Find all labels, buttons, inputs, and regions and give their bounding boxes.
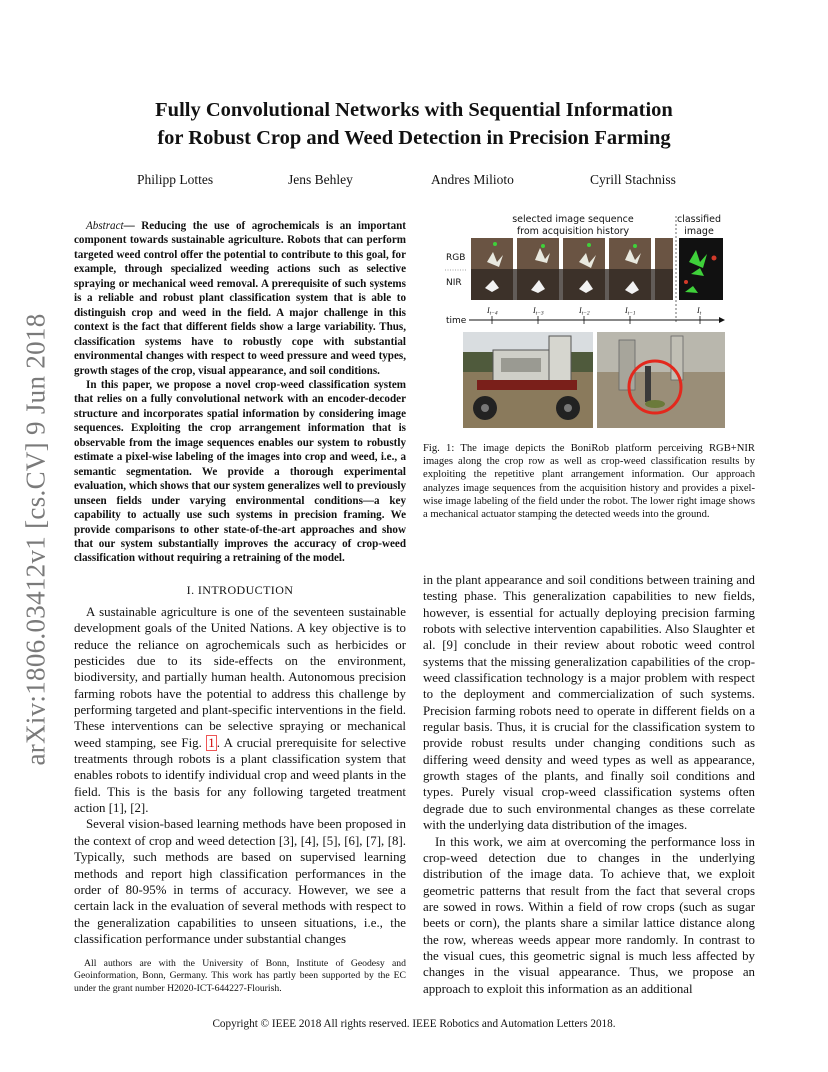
label-classified-image: image (684, 226, 714, 237)
actuator-photo (597, 332, 725, 428)
author-footnote: All authors are with the University of Bonn, Institute of Geodesy and Geoinformation, Bonn, Germany. This work has partly been supported by the EC under the grant number H2020-ICT-644227-Flourish. (74, 958, 406, 994)
label-nir: NIR (446, 278, 462, 288)
label-acquisition-history: from acquisition history (516, 226, 630, 237)
time-ticks (486, 306, 702, 324)
right-paragraph-1: in the plant appearance and soil conditions between training and testing phase. This generalization capabilities to new fields, however, is essential for actually deploying precision farming robots with selective intervention capabilities. Also Slaughter et al. [9] conclude in their review about robotic weed control systems that the missing generalization capabilities of the crop-weed classification technology is a major problem with respect to the deployment and commercialization of such systems. Precision farming robots need to operate in different fields on a regular basis. Thus, it is crucial for the classification system to provide robust results under changing conditions such as differing weed density and weed types as well as appearance, growth stages of the plants, and finally soil conditions and types. Purely visual crop-weed classification systems often degrade due to such environmental changes as these correlate with the underlying data distribution of the images. (423, 573, 755, 833)
author-4: Cyrill Stachniss (590, 172, 676, 187)
author-1: Philipp Lottes (137, 172, 214, 187)
label-time: time (446, 316, 467, 326)
label-classified: classified (676, 214, 722, 225)
image-sequence (471, 238, 673, 300)
tick-label-t-4: It−4 (487, 306, 498, 317)
author-3: Andres Milioto (431, 172, 514, 187)
robot-photo (463, 332, 593, 428)
author-2: Jens Behley (288, 172, 353, 187)
intro-paragraph-2: Several vision-based learning methods have been proposed in the context of crop and weed detection [3], [4], [5], [6], [7], [8]. Typically, such methods are based on supervised learning methods and report high classification performances in the order of 80-95% in terms of accuracy. However, we see a certain lack in the evaluation of several methods with respect to the generalization capabilities to unseen situations, i.e., the classification performance under substantial changes (74, 817, 406, 946)
abstract-lead: Abstract (86, 220, 124, 232)
tick-label-t-2: It−2 (579, 306, 590, 317)
arxiv-stamp-text: arXiv:1806.03412v1 [cs.CV] 9 Jun 2018 (20, 312, 51, 766)
author-list (0, 172, 828, 192)
figure-1 (423, 212, 755, 434)
right-paragraph-2: In this work, we aim at overcoming the performance loss in crop-weed detection due to changes in the underlying distribution of the image data. To achieve that, we exploit geometric patterns that result from the fact that several crops are sowed in rows. Within a field of row crops (such as sugar beets or corn), the plants share a similar lattice distance along the row, whereas weeds appear more randomly. In contrast to the visual cues, this geometric signal is much less affected by changes in the visual appearance. Thus, we propose an approach to exploit this information as an additional (423, 834, 755, 996)
tick-label-t-3: It−3 (533, 306, 544, 317)
label-selected-sequence: selected image sequence (512, 214, 634, 225)
figure-1-caption: Fig. 1: The image depicts the BoniRob platform perceiving RGB+NIR images along the crop row as well as crop-weed classification results by exploiting the repetitive plant arrangement information. Our approach analyzes image sequences from the acquisition history and provides a pixel-wise image labeling of the field under the robot. The lower right image shows a mechanical actuator stamping the detected weeds into the ground. (423, 443, 755, 521)
arxiv-stamp (8, 296, 64, 782)
abstract-paragraph-2: In this paper, we propose a novel crop-weed classification system that relies on a fully convolutional network with an encoder-decoder structure and incorporates spatial information by considering image sequences. Exploiting the crop arrangement information that is observable from the image sequences enables our system to robustly estimate a pixel-wise labeling of the images into crop and weed, i.e., a semantic segmentation. We provide a thorough experimental evaluation, which shows that our system generalizes well to previously unseen fields under varying environmental conditions—a key capability to actually use such systems in precision framing. We provide comparisons to other state-of-the-art approaches and show that our system substantially improves the accuracy of crop-weed classification without requiring a retraining of the model. (74, 378, 406, 565)
time-axis-arrow (719, 317, 725, 323)
tick-label-t-1: It−1 (625, 306, 636, 317)
classified-image (679, 238, 723, 300)
section-heading-introduction: I. INTRODUCTION (186, 583, 294, 597)
right-column-text (423, 572, 755, 997)
figure-ref-link[interactable]: 1 (208, 735, 215, 750)
tick-label-t: It (697, 306, 702, 317)
classified-image-background (679, 238, 723, 300)
label-rgb: RGB (446, 253, 466, 263)
abstract (74, 219, 406, 566)
copyright-notice: Copyright © IEEE 2018 All rights reserved. IEEE Robotics and Automation Letters 2018. (212, 1018, 616, 1030)
title-line-1: Fully Convolutional Networks with Sequential Information (155, 99, 673, 121)
left-column-text (74, 604, 406, 947)
paper-title (74, 96, 754, 152)
intro-paragraph-1: A sustainable agriculture is one of the seventeen sustainable development goals of the United Nations. A key objective is to reduce the reliance on agrochemicals such as herbicides or pesticides due to its side-effects on the environment, biodiversity, and partially human health. Autonomous precision farming robots have the potential to address this challenge by performing targeted and plant-specific interventions in the field. These interventions can be selective spraying or mechanical weed stamping, see Fig. 1 . A crucial prerequisite for selective treatments through robots is a plant classification system that enables robots to identify individual crop and weed plants in the field. This is the basis for any following targeted treatment action [1], [2]. (74, 605, 406, 816)
abstract-paragraph-1: — Reducing the use of agrochemicals is an important component towards sustainable agriculture. Robots that can perform targeted weed control offer the potential to contribute to this goal, for example, through specialized weeding actions such as selective spraying or mechanical weed removal. A prerequisite of such systems is a reliable and robust plant classification system that is able to distinguish crop and weed in the field. A major challenge in this context is the fact that different fields show a large variability. Thus, classification systems have to robustly cope with substantial environmental changes with respect to weed pressure and weed types, growth stages of the crop, visual appearance, and soil conditions. (74, 220, 406, 377)
title-line-2: for Robust Crop and Weed Detection in Precision Farming (157, 127, 671, 149)
